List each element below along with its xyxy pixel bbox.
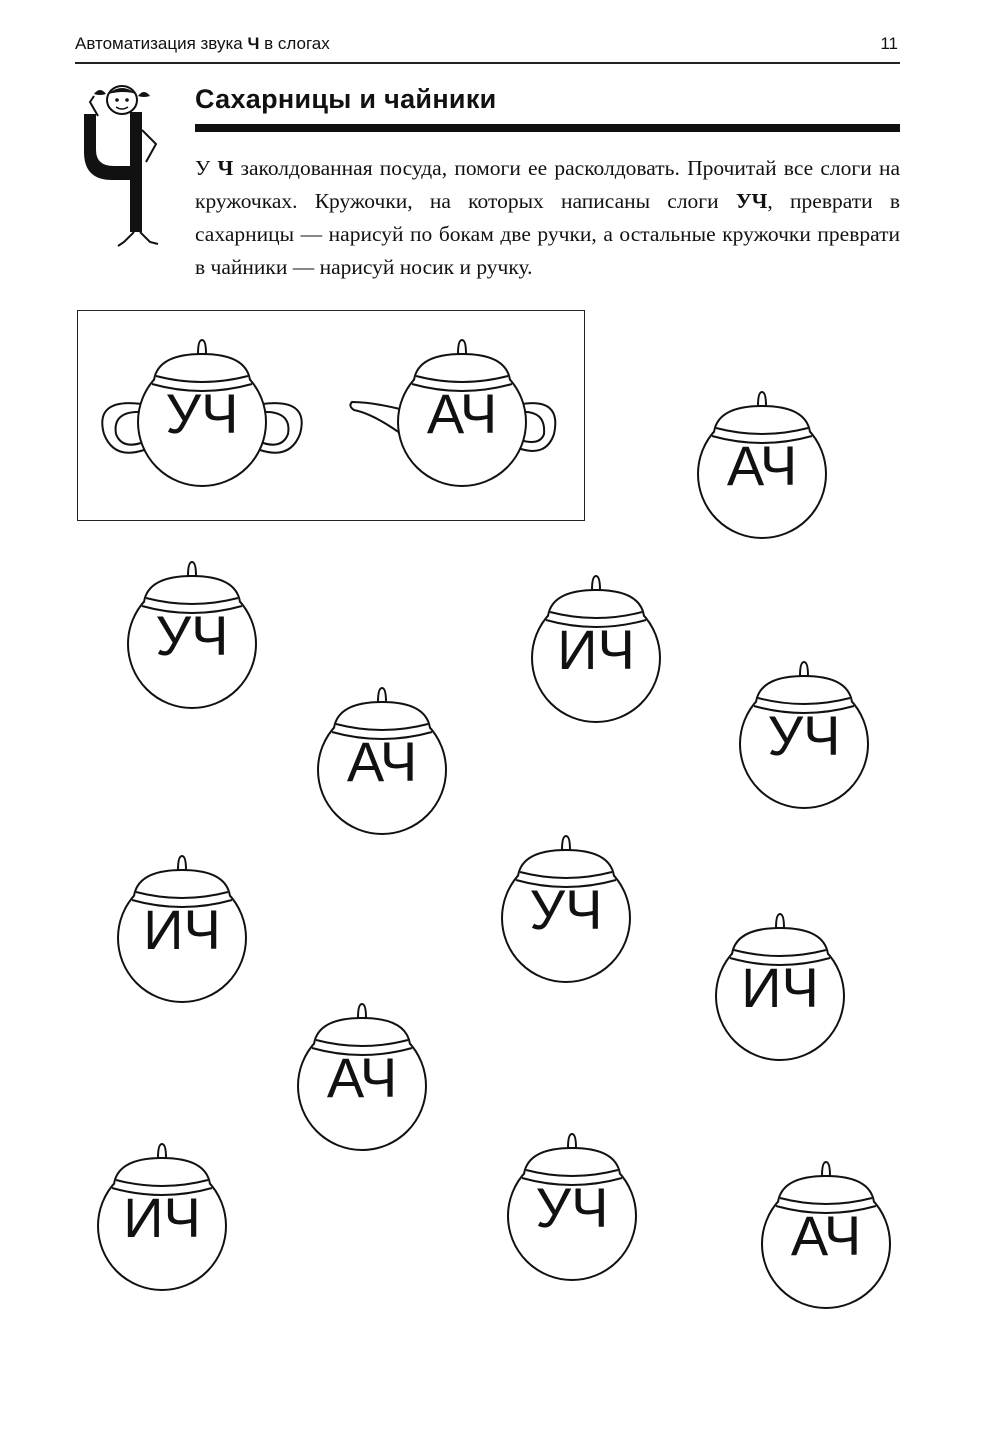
- girl-letter-che-icon: [84, 82, 184, 252]
- pot-label: ИЧ: [123, 1186, 201, 1249]
- example-sugar-bowl: [132, 336, 272, 486]
- pot-label: УЧ: [767, 704, 841, 767]
- pot-9: [292, 1000, 432, 1150]
- pot-label: УЧ: [529, 878, 603, 941]
- pot-3: [526, 572, 666, 722]
- example-label: УЧ: [165, 382, 239, 445]
- pot-8: [710, 910, 850, 1060]
- pot-2: [122, 558, 262, 708]
- pot-12: [756, 1158, 896, 1308]
- pot-4: [734, 658, 874, 808]
- running-header: [75, 32, 900, 64]
- instructions: У Ч заколдованная посуда, помоги ее расколдовать. Прочитай все слоги на кружочках. Кружочки, на которых написаны слоги УЧ, преврати в сахарницы — нарисуй по бокам две ручки, а остальные кружочки преврати в чайники — нарисуй носик и ручку.: [195, 156, 901, 279]
- pot-label: ИЧ: [741, 956, 819, 1019]
- pot-label: УЧ: [155, 604, 229, 667]
- page-number: 11: [880, 34, 898, 53]
- pot-7: [496, 832, 636, 982]
- pot-10: [92, 1140, 232, 1290]
- pot-11: [502, 1130, 642, 1280]
- pot-1: [692, 388, 832, 538]
- pot-label: АЧ: [326, 1046, 398, 1109]
- pot-label: АЧ: [346, 730, 418, 793]
- example-label: АЧ: [426, 382, 498, 445]
- pot-label: АЧ: [790, 1204, 862, 1267]
- pot-label: ИЧ: [143, 898, 221, 961]
- pot-6: [112, 852, 252, 1002]
- title-rule: [195, 124, 900, 132]
- section-title: Автоматизация звука Ч в слогах: [75, 34, 330, 53]
- example-teapot: [392, 336, 532, 486]
- pot-5: [312, 684, 452, 834]
- pot-label: ИЧ: [557, 618, 635, 681]
- page-title: Сахарницы и чайники: [195, 84, 497, 114]
- pot-label: АЧ: [726, 434, 798, 497]
- pot-label: УЧ: [535, 1176, 609, 1239]
